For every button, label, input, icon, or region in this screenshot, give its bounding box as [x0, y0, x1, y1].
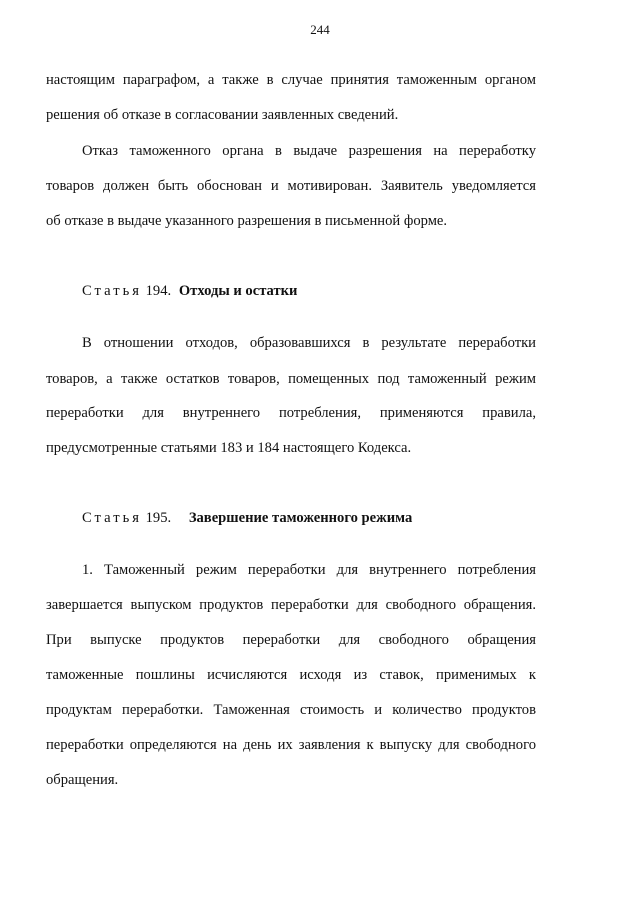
article-194-heading — [82, 281, 297, 301]
text-line: переработки определяются на день их заявления к выпуску для свободного — [46, 737, 536, 753]
article-title: Отходы и остатки — [178, 283, 298, 299]
text-line: решения об отказе в согласовании заявленных сведений. — [46, 107, 399, 123]
text-line: продуктам переработки. Таможенная стоимость и количество продуктов — [46, 702, 536, 718]
text-line: таможенные пошлины исчисляются исходя из ставок, применимых к — [46, 667, 536, 683]
article-195-heading — [82, 508, 412, 528]
text-line: товаров должен быть обоснован и мотивирован. Заявитель уведомляется — [46, 178, 536, 194]
text-line: В отношении отходов, образовавшихся в результате переработки — [82, 335, 536, 351]
text-line: обращения. — [46, 772, 119, 788]
text-line: настоящим параграфом, а также в случае принятия таможенным органом — [46, 72, 536, 88]
article-number: 195. — [145, 510, 172, 526]
text-line: товаров, а также остатков товаров, помещенных под таможенный режим — [46, 371, 536, 387]
text-line: 1. Таможенный режим переработки для внутреннего потребления — [82, 562, 536, 578]
text-line: Отказ таможенного органа в выдаче разрешения на переработку — [82, 143, 536, 159]
article-label: Статья — [82, 510, 142, 526]
article-number: 194. — [145, 283, 172, 299]
text-line: предусмотренные статьями 183 и 184 настоящего Кодекса. — [46, 440, 412, 456]
text-line: При выпуске продуктов переработки для свободного обращения — [46, 632, 536, 648]
text-line: завершается выпуском продуктов переработки для свободного обращения. — [46, 597, 536, 613]
text-line: об отказе в выдаче указанного разрешения в письменной форме. — [46, 213, 448, 229]
page-number: 244 — [310, 22, 330, 37]
text-line: переработки для внутреннего потребления, применяются правила, — [46, 405, 536, 421]
article-title: Завершение таможенного режима — [188, 510, 413, 526]
article-label: Статья — [82, 283, 142, 299]
